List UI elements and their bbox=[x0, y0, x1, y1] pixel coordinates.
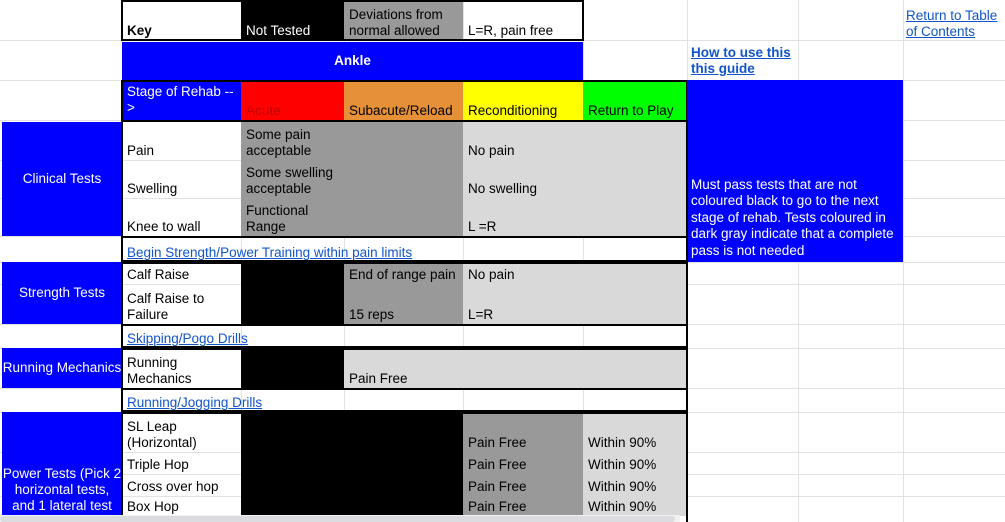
instructions-note: Must pass tests that are not coloured black to go to the next stage of rehab. Tests coloured in dark gray indicate that a complete pass is not needed bbox=[687, 80, 903, 262]
acute-knee-to-wall: Functional Range bbox=[241, 198, 344, 236]
recond-calf-raise-failure: L=R bbox=[463, 284, 583, 324]
test-pain: Pain bbox=[127, 143, 155, 158]
acute-cross-over-hop bbox=[241, 474, 344, 496]
subacute-calf-raise: End of range pain bbox=[344, 264, 463, 284]
stage-subacute: Subacute/Reload bbox=[344, 82, 463, 120]
test-cross-over-hop: Cross over hop bbox=[127, 479, 219, 494]
stage-reconditioning: Reconditioning bbox=[463, 82, 583, 120]
recond-box-hop: Pain Free bbox=[463, 496, 583, 516]
key-not-tested: Not Tested bbox=[241, 0, 344, 40]
key-label: Key bbox=[127, 23, 152, 38]
rtp-knee-to-wall bbox=[583, 198, 687, 236]
stage-acute: Acute bbox=[241, 82, 344, 120]
recond-calf-raise: No pain bbox=[463, 264, 583, 284]
section-running-mechanics: Running Mechanics bbox=[2, 348, 122, 388]
section-strength-tests: Strength Tests bbox=[2, 262, 122, 324]
test-swelling: Swelling bbox=[127, 181, 178, 196]
how-to-use-link[interactable]: How to use this this guide bbox=[691, 45, 791, 76]
drill-strength-link[interactable]: Begin Strength/Power Training within pain limits bbox=[127, 245, 413, 260]
subacute-pain bbox=[344, 122, 463, 160]
section-power-tests: Power Tests (Pick 2 horizontal tests, and 1 lateral test bbox=[2, 412, 122, 522]
subacute-swelling bbox=[344, 160, 463, 198]
subacute-box-hop bbox=[344, 496, 463, 516]
key-deviations: Deviations from normal allowed bbox=[344, 0, 463, 40]
test-box-hop: Box Hop bbox=[127, 499, 179, 514]
acute-calf-raise-failure bbox=[241, 284, 344, 324]
page-title: Ankle bbox=[122, 42, 583, 80]
acute-running-mechanics bbox=[241, 350, 344, 388]
test-knee-to-wall: Knee to wall bbox=[127, 219, 201, 234]
drill-running-link[interactable]: Running/Jogging Drills bbox=[127, 395, 263, 410]
rtp-calf-raise-failure bbox=[583, 284, 687, 324]
recond-swelling: No swelling bbox=[463, 160, 583, 198]
rtp-calf-raise bbox=[583, 264, 687, 284]
rtp-triple-hop: Within 90% bbox=[583, 452, 687, 474]
acute-sl-leap bbox=[241, 414, 344, 452]
test-sl-leap: SL Leap (Horizontal) bbox=[127, 419, 197, 450]
horizontal-scrollbar-thumb[interactable] bbox=[0, 516, 675, 522]
rtp-running-mechanics bbox=[583, 350, 687, 388]
test-triple-hop: Triple Hop bbox=[127, 457, 189, 472]
subacute-running-mechanics: Pain Free bbox=[344, 350, 463, 388]
return-to-toc-link[interactable]: Return to Table of Contents bbox=[906, 8, 998, 39]
subacute-calf-raise-failure: 15 reps bbox=[344, 284, 463, 324]
acute-pain: Some pain acceptable bbox=[241, 122, 344, 160]
section-clinical-tests: Clinical Tests bbox=[2, 122, 122, 236]
test-calf-raise-failure: Calf Raise to Failure bbox=[127, 291, 205, 322]
rtp-sl-leap: Within 90% bbox=[583, 414, 687, 452]
recond-pain: No pain bbox=[463, 122, 583, 160]
subacute-knee-to-wall bbox=[344, 198, 463, 236]
test-running-mechanics: Running Mechanics bbox=[127, 355, 192, 386]
subacute-sl-leap bbox=[344, 414, 463, 452]
recond-running-mechanics bbox=[463, 350, 583, 388]
stage-label: Stage of Rehab --> bbox=[122, 82, 241, 120]
rtp-cross-over-hop: Within 90% bbox=[583, 474, 687, 496]
stage-return-to-play: Return to Play bbox=[583, 82, 687, 120]
acute-box-hop bbox=[241, 496, 344, 516]
recond-knee-to-wall: L =R bbox=[463, 198, 583, 236]
test-calf-raise: Calf Raise bbox=[127, 267, 190, 282]
key-lr-pain-free: L=R, pain free bbox=[468, 23, 554, 38]
rtp-pain bbox=[583, 122, 687, 160]
subacute-triple-hop bbox=[344, 452, 463, 474]
drill-skipping-link[interactable]: Skipping/Pogo Drills bbox=[127, 331, 248, 346]
recond-triple-hop: Pain Free bbox=[463, 452, 583, 474]
acute-swelling: Some swelling acceptable bbox=[241, 160, 344, 198]
acute-triple-hop bbox=[241, 452, 344, 474]
recond-sl-leap: Pain Free bbox=[463, 414, 583, 452]
rtp-box-hop: Within 90% bbox=[583, 496, 687, 516]
acute-calf-raise bbox=[241, 264, 344, 284]
rtp-swelling bbox=[583, 160, 687, 198]
subacute-cross-over-hop bbox=[344, 474, 463, 496]
recond-cross-over-hop: Pain Free bbox=[463, 474, 583, 496]
